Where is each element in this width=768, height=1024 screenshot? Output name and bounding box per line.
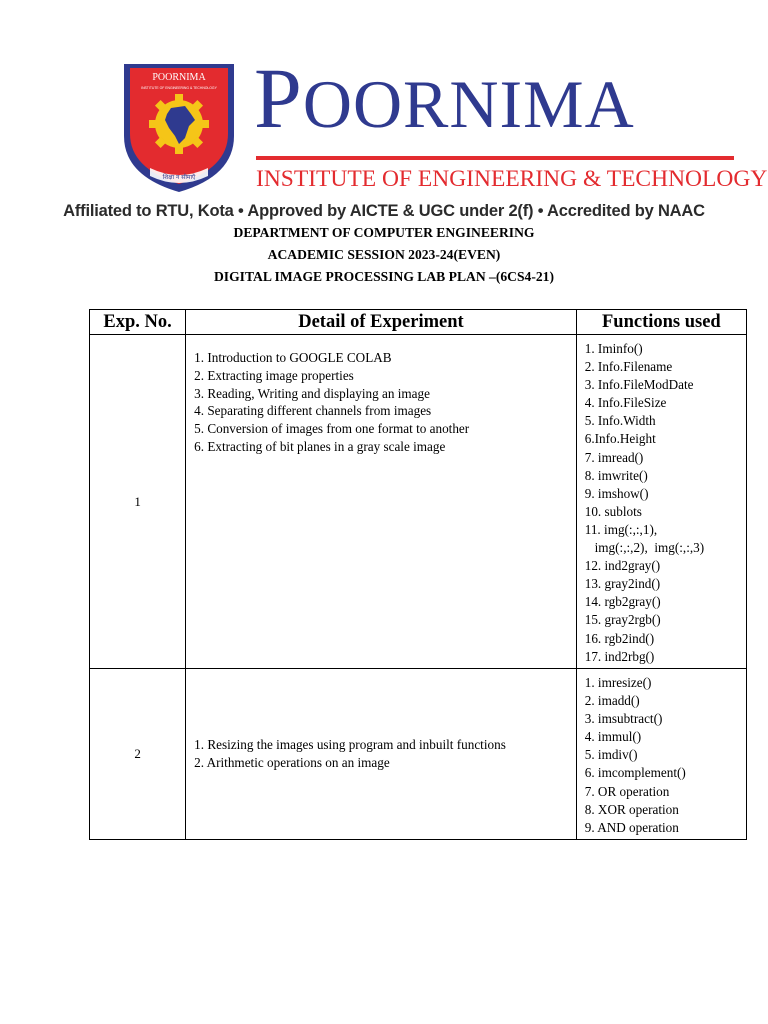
detail-item: 1. Introduction to GOOGLE COLAB [194,350,392,365]
function-item: 7. imread() [584,449,644,465]
function-item: 3. imsubtract() [584,711,663,727]
function-item: 5. imdiv() [584,747,638,763]
experiment-details [186,335,577,669]
detail-item: 3. Reading, Writing and displaying an image [194,385,430,401]
table-row [90,335,747,669]
function-item: 7. OR operation [584,783,670,799]
function-item: 10. sublots [584,503,642,519]
brand-rest: OORNIMA [302,66,635,142]
function-item: 4. immul() [584,729,642,745]
exp-number: 1 [90,335,186,669]
function-item: 16. rgb2ind() [584,630,655,646]
function-item: 6. imcomplement() [584,765,686,781]
function-item: 17. ind2rbg() [584,648,655,664]
function-item: 6.Info.Height [584,431,656,447]
table-header-row [90,310,747,335]
function-item: img(:,:,2), img(:,:,3) [584,540,705,556]
function-item: 4. Info.FileSize [584,395,667,411]
experiment-details [186,669,577,840]
college-logo [116,58,242,194]
detail-item: 2. Arithmetic operations on an image [194,755,390,770]
function-item: 15. gray2rgb() [584,612,661,628]
function-item: 9. AND operation [584,819,679,835]
function-item: 14. rgb2gray() [584,594,661,610]
plan-title: DIGITAL IMAGE PROCESSING LAB PLAN –(6CS4-21) [213,269,554,284]
brand-name [254,50,635,152]
department-title: DEPARTMENT OF COMPUTER ENGINEERING [233,225,535,240]
brand-divider [256,156,734,160]
function-item: 13. gray2ind() [584,576,661,592]
logo-motto: शिक्षा न सीमाएँ [162,174,196,181]
detail-item: 5. Conversion of images from one format to another [194,421,470,437]
function-item: 1. imresize() [584,675,652,690]
logo-ring-subtext: INSTITUTE OF ENGINEERING & TECHNOLOGY [141,86,217,90]
functions-used [576,669,746,840]
table-row [90,669,747,840]
function-item: 8. imwrite() [584,467,648,483]
function-item: 12. ind2gray() [584,558,661,574]
detail-item: 2. Extracting image properties [194,367,354,383]
session-title: ACADEMIC SESSION 2023-24(EVEN) [267,247,501,262]
lab-plan-table [89,309,747,840]
function-item: 11. img(:,:,1), [584,521,658,537]
brand-subtitle: INSTITUTE OF ENGINEERING & TECHNOLOGY [256,166,768,192]
function-item: 2. Info.Filename [584,359,673,375]
function-item: 3. Info.FileModDate [584,377,694,393]
exp-number: 2 [90,669,186,840]
affiliation-line: Affiliated to RTU, Kota • Approved by AICTE & UGC under 2(f) • Accredited by NAAC [63,202,705,220]
header-exp-no: Exp. No. [90,310,186,335]
function-item: 1. Iminfo() [584,341,643,356]
header-functions: Functions used [576,310,746,335]
detail-item: 1. Resizing the images using program and inbuilt functions [194,737,506,753]
function-item: 9. imshow() [584,485,649,501]
function-item: 8. XOR operation [584,801,679,817]
detail-item: 4. Separating different channels from images [194,403,432,419]
functions-used [576,335,746,669]
brand-initial: P [254,50,303,146]
function-item: 2. imadd() [584,693,640,709]
function-item: 5. Info.Width [584,413,656,429]
header-detail: Detail of Experiment [186,310,577,335]
detail-item: 6. Extracting of bit planes in a gray scale image [194,438,446,454]
logo-ring-text: POORNIMA [152,72,206,83]
